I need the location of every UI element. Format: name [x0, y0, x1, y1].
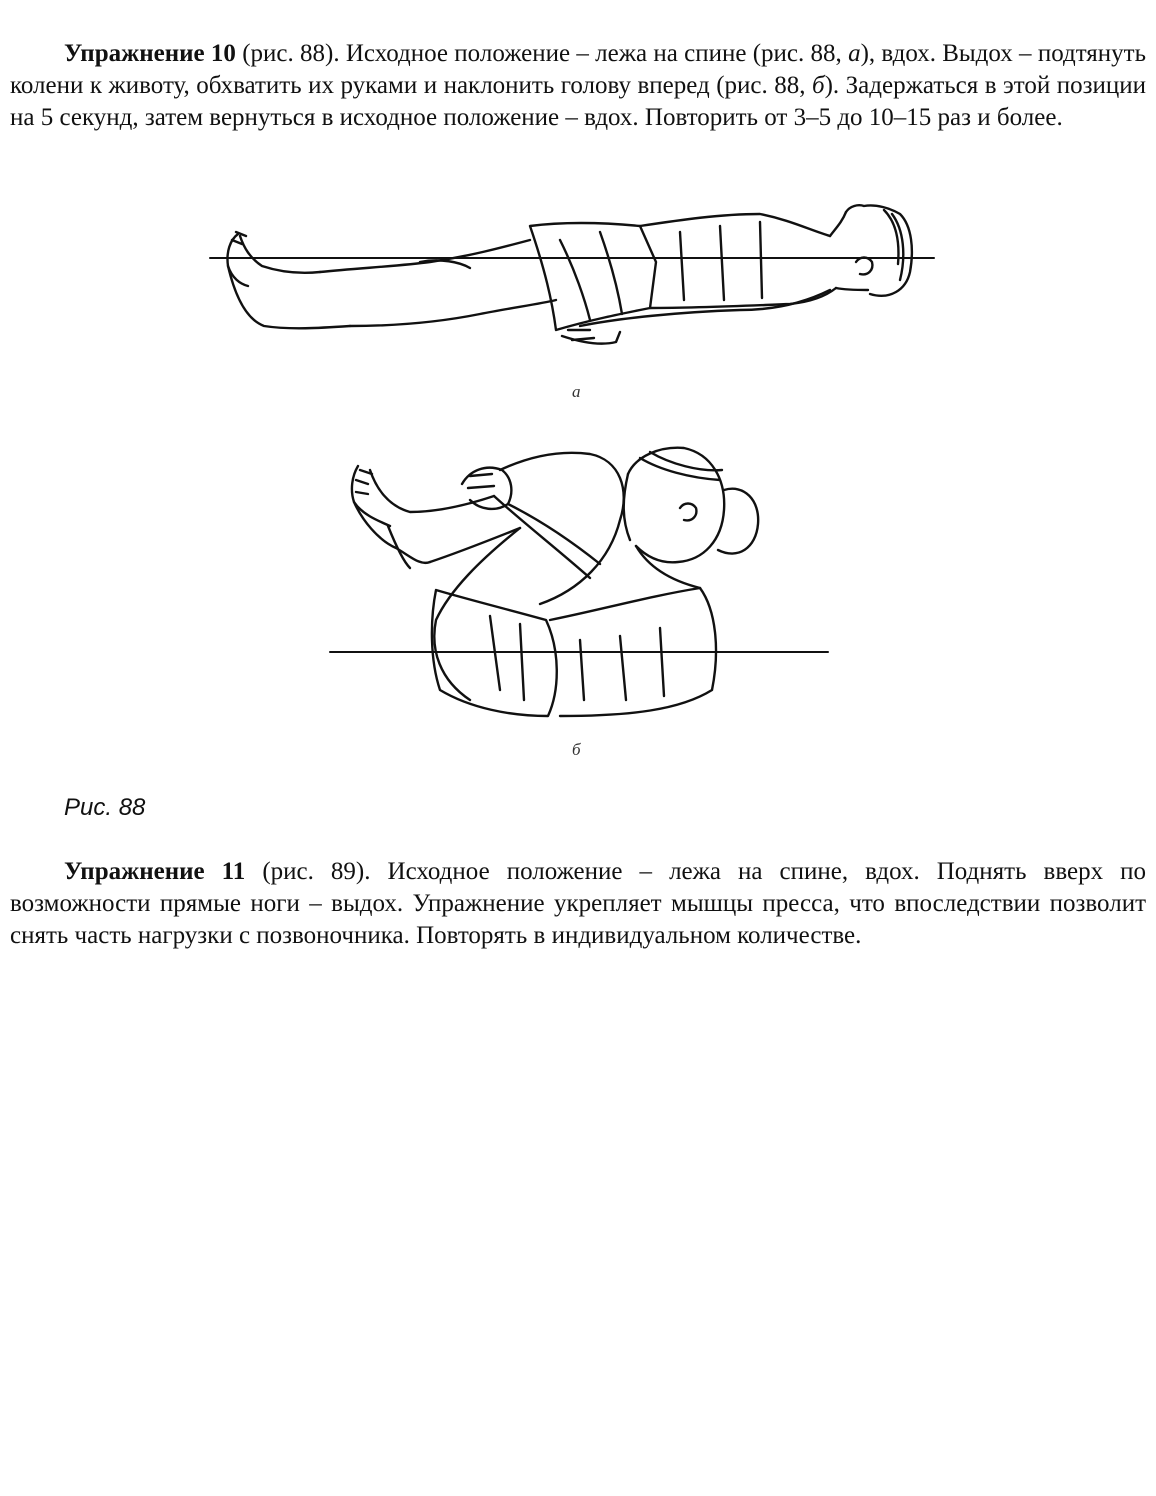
shorts	[530, 223, 656, 330]
exercise-11-title: Упражнение 11	[64, 858, 246, 885]
exercise-10-ref-b: б	[812, 72, 825, 99]
exercise-10-text-1: ), вдох. Выдох – подтянуть колени к животу, обхватить их руками и наклонить голову вперед (рис. 88,	[10, 40, 1147, 99]
exercise-10-text-2: ). Задержаться в этой позиции на 5 секунд, затем вернуться в исходное положение – вдох. Повторить от 3–5 до 10–15 раз и более.	[10, 72, 1146, 131]
exercise-10-text-ref: (рис. 88). Исходное положение – лежа на спине (рис. 88,	[242, 40, 849, 67]
exercise-11-paragraph	[10, 856, 1146, 952]
figure-label-a: а	[572, 382, 581, 401]
exercise-10-title: Упражнение 10	[64, 40, 236, 67]
figure-b-knees-to-chest-person	[330, 448, 828, 716]
figure-a-lying-person	[210, 205, 934, 343]
head-a	[846, 205, 912, 295]
figure-label-b: б	[572, 740, 581, 759]
exercise-11-text: (рис. 89). Исходное положение – лежа на спине, вдох. Поднять вверх по возможности прямые ноги – выдох. Упражнение укрепляет мышцы пресса, что впоследствии позволит снять часть нагрузки с позвоночника. Повторять в индивидуальном количестве.	[10, 858, 1146, 949]
exercise-10-ref-a: а	[848, 40, 861, 67]
head-b	[628, 448, 724, 563]
figure-caption: Рис. 88	[64, 794, 146, 821]
